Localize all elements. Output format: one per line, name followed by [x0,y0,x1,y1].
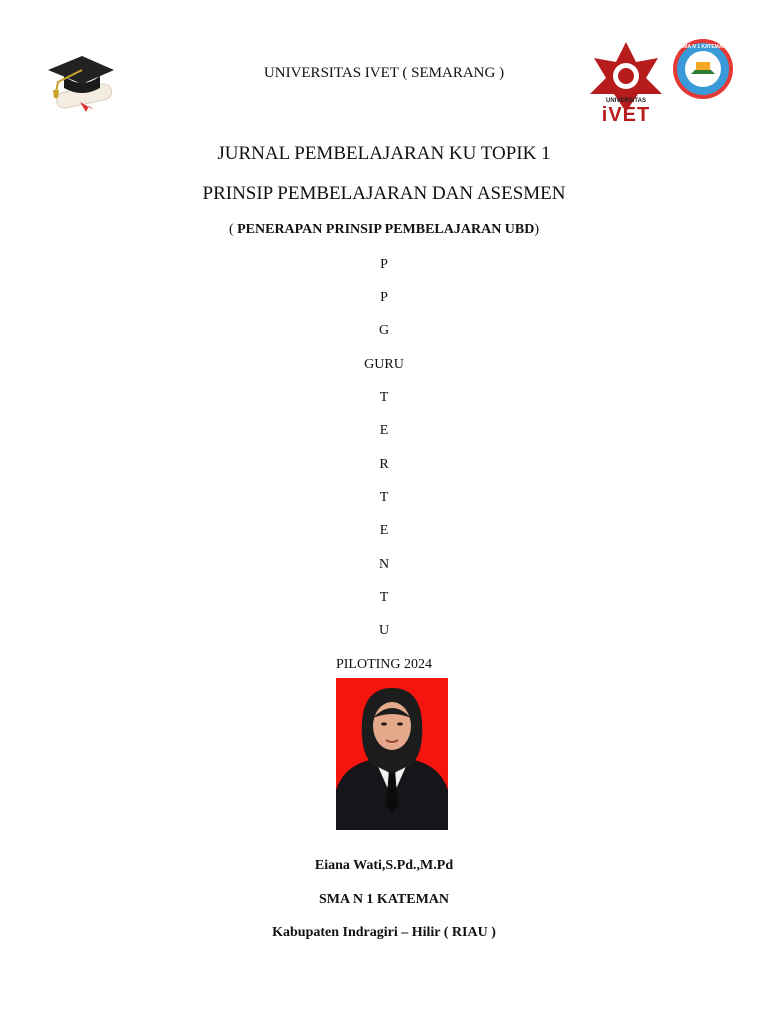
vertical-line: P [380,257,388,272]
journal-topic [0,222,768,238]
vertical-line: T [379,390,389,405]
sma-logo-caption: SMA N 1 KATEMAN [679,44,727,50]
vertical-line: G [378,323,390,338]
vertical-line: E [379,523,389,538]
journal-subtitle: PRINSIP PEMBELAJARAN DAN ASESMEN [202,183,566,204]
university-header: UNIVERSITAS IVET ( SEMARANG ) [263,65,505,81]
ivet-logo-word: iVET [601,104,651,126]
vertical-line: T [379,590,389,605]
piloting-year: PILOTING 2024 [335,657,433,672]
vertical-line: P [380,290,388,305]
sma-kateman-logo [672,38,734,100]
ivet-university-logo [576,40,676,128]
vertical-line: R [379,457,389,472]
vertical-line: U [378,623,390,638]
topic-text: PENERAPAN PRINSIP PEMBELAJARAN UBD [237,222,535,237]
ivet-logo-caption: UNIVERSITAS [606,98,646,104]
author-region: Kabupaten Indragiri – Hilir ( RIAU ) [272,925,496,940]
vertical-line: E [379,423,389,438]
author-school: SMA N 1 KATEMAN [318,892,450,907]
vertical-line: N [378,557,390,572]
topic-paren-close: ) [534,222,540,237]
author-photo [336,678,448,830]
author-name: Eiana Wati,S.Pd.,M.Pd [314,858,454,873]
topic-paren-open: ( [228,222,238,237]
journal-title: JURNAL PEMBELAJARAN KU TOPIK 1 [217,143,551,164]
vertical-line: GURU [364,357,404,372]
vertical-line: T [379,490,389,505]
